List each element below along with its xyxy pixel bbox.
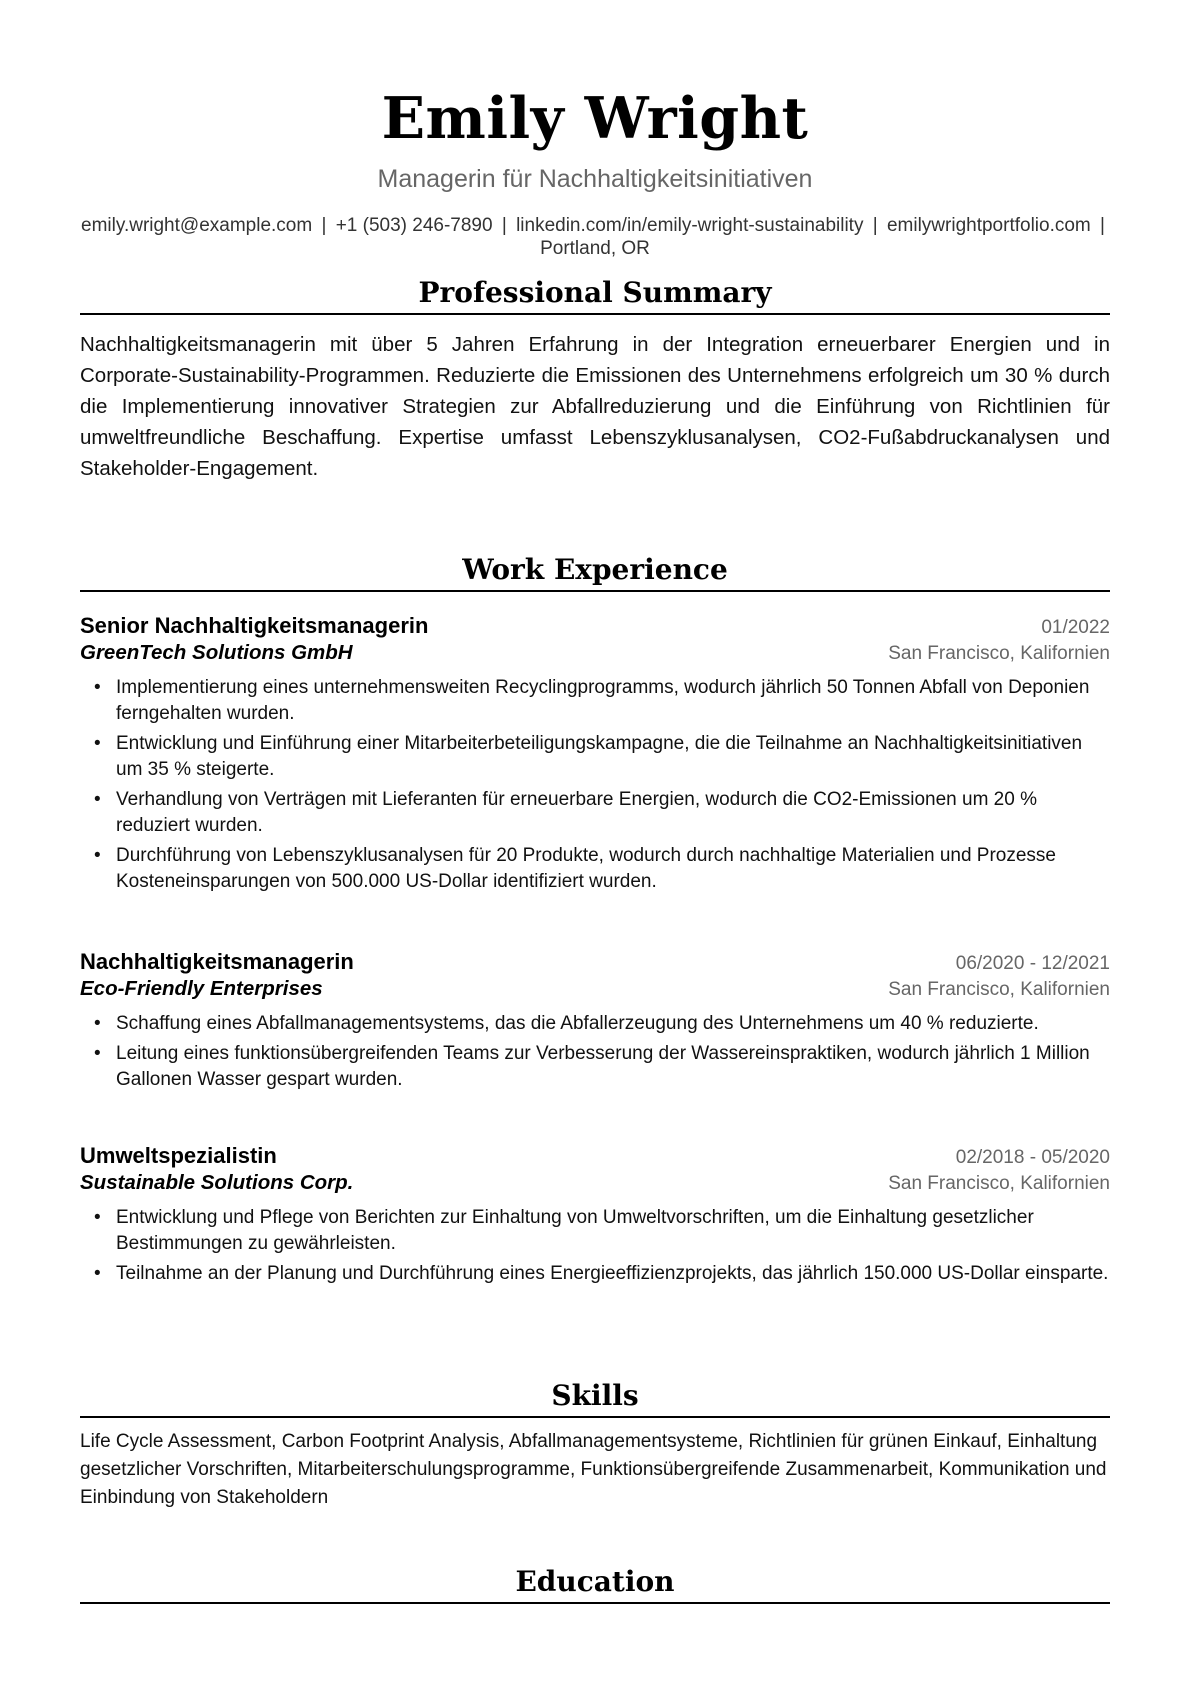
job-location: San Francisco, Kalifornien	[888, 1173, 1110, 1194]
education-section	[80, 1565, 1110, 1604]
job-bullets	[80, 1205, 1110, 1287]
work-experience-title: Work Experience	[80, 553, 1110, 592]
contact-separator: |	[501, 215, 507, 236]
job-date: 02/2018 - 05/2020	[955, 1147, 1110, 1168]
skills-title: Skills	[80, 1379, 1110, 1418]
job-bullet: • Teilnahme an der Planung und Durchführung eines Energieeffizienzprojekts, das jährlich 150.000 US-Dollar einsparte.	[116, 1261, 1110, 1287]
resume-header	[0, 0, 1190, 260]
linkedin-link[interactable]: linkedin.com/in/emily-wright-sustainability	[516, 215, 864, 236]
job-bullet: • Implementierung eines unternehmensweiten Recyclingprogramms, wodurch jährlich 50 Tonnen Abfall von Deponien ferngehalten wurden.	[116, 675, 1110, 727]
job-location: San Francisco, Kalifornien	[888, 643, 1110, 664]
job-entry	[80, 949, 1110, 1097]
company-name: Eco-Friendly Enterprises	[80, 977, 323, 1000]
job-bullets	[80, 1011, 1110, 1093]
education-title: Education	[80, 1565, 1110, 1604]
candidate-name: Emily Wright	[381, 85, 809, 152]
job-date: 01/2022	[1041, 617, 1110, 638]
contact-separator: |	[872, 215, 878, 236]
work-experience-section	[80, 553, 1110, 592]
job-bullet: • Schaffung eines Abfallmanagementsystems, das die Abfallerzeugung des Unternehmens um 40 % reduzierte.	[116, 1011, 1110, 1037]
skills-text: Life Cycle Assessment, Carbon Footprint Analysis, Abfallmanagementsysteme, Richtlinien für grünen Einkauf, Einhaltung gesetzlicher Vorschriften, Mitarbeiterschulungsprogramme, Funktionsübergreifende Zusammenarbeit, Kommunikation und Einbindung von Stakeholdern	[80, 1431, 1107, 1508]
phone-number[interactable]: +1 (503) 246-7890	[335, 215, 493, 236]
job-entry	[80, 613, 1110, 899]
email-link[interactable]: emily.wright@example.com	[81, 215, 313, 236]
contact-separator: |	[1100, 215, 1105, 236]
summary-section	[80, 276, 1110, 484]
portfolio-link[interactable]: emilywrightportfolio.com	[886, 215, 1091, 236]
job-bullet: • Durchführung von Lebenszyklusanalysen für 20 Produkte, wodurch durch nachhaltige Materialien und Prozesse Kosteneinsparungen von 500.000 US-Dollar identifiziert wurden.	[116, 843, 1110, 895]
company-name: Sustainable Solutions Corp.	[80, 1171, 354, 1194]
job-bullet: • Verhandlung von Verträgen mit Lieferanten für erneuerbare Energien, wodurch die CO2-Emissionen um 20 % reduziert wurden.	[116, 787, 1110, 839]
job-title: Umweltspezialistin	[80, 1143, 277, 1168]
company-name: GreenTech Solutions GmbH	[80, 641, 353, 664]
location-text: Portland, OR	[540, 238, 650, 259]
contact-separator: |	[321, 215, 327, 236]
contact-line	[70, 214, 1120, 260]
skills-section	[80, 1379, 1110, 1512]
summary-title: Professional Summary	[80, 276, 1110, 315]
candidate-role: Managerin für Nachhaltigkeitsinitiativen	[377, 165, 813, 193]
job-bullet: • Leitung eines funktionsübergreifenden Teams zur Verbesserung der Wassereinspraktiken, wodurch jährlich 1 Million Gallonen Wasser gespart wurden.	[116, 1041, 1110, 1093]
job-entry	[80, 1143, 1110, 1291]
job-title: Nachhaltigkeitsmanagerin	[80, 949, 354, 974]
job-bullets	[80, 675, 1110, 895]
job-title: Senior Nachhaltigkeitsmanagerin	[80, 613, 429, 638]
job-bullet: • Entwicklung und Einführung einer Mitarbeiterbeteiligungskampagne, die die Teilnahme an Nachhaltigkeitsinitiativen um 35 % steigerte.	[116, 731, 1110, 783]
summary-text: Nachhaltigkeitsmanagerin mit über 5 Jahren Erfahrung in der Integration erneuerbarer Energien und in Corporate-Sustainability-Programmen. Reduzierte die Emissionen des Unternehmens erfolgreich um 30 % durch die Implementierung innovativer Strategien zur Abfallreduzierung und die Einführung von Richtlinien für umweltfreundliche Beschaffung. Expertise umfasst Lebenszyklusanalysen, CO2-Fußabdruckanalysen und Stakeholder-Engagement.	[80, 333, 1110, 480]
job-date: 06/2020 - 12/2021	[955, 953, 1110, 974]
job-bullet: • Entwicklung und Pflege von Berichten zur Einhaltung von Umweltvorschriften, um die Einhaltung gesetzlicher Bestimmungen zu gewährleisten.	[116, 1205, 1110, 1257]
job-location: San Francisco, Kalifornien	[888, 979, 1110, 1000]
